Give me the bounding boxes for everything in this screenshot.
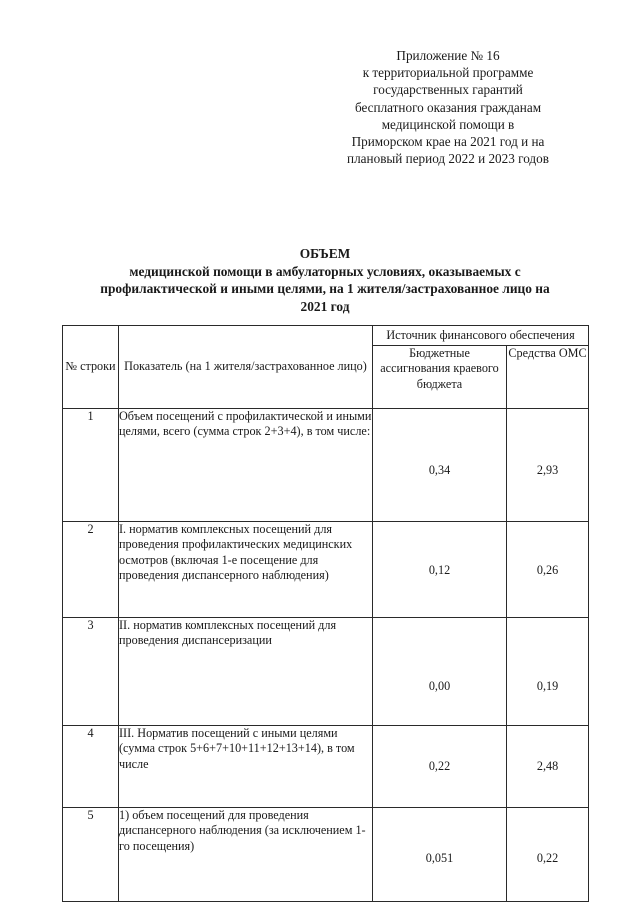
row-indicator: III. Норматив посещений с иными целями (сумма строк 5+6+7+10+11+12+13+14), в том числе [119, 726, 373, 808]
appendix-line: к территориальной программе [362, 65, 534, 81]
row-indicator: Объем посещений с профилактической и иными целями, всего (сумма строк 2+3+4), в том числе: [119, 409, 373, 522]
title-line: медицинской помощи в амбулаторных условиях, оказываемых с [129, 263, 521, 279]
row-number: 3 [63, 618, 119, 726]
row-oms-value: 2,48 [507, 726, 589, 808]
row-oms-value: 0,19 [507, 618, 589, 726]
appendix-block [318, 47, 578, 167]
table-row [63, 726, 589, 808]
row-indicator: 1) объем посещений для проведения диспансерного наблюдения (за исключением 1-го посещения) [119, 808, 373, 902]
appendix-line: Приморском крае на 2021 год и на [351, 134, 545, 150]
row-budget-value: 0,22 [373, 726, 507, 808]
appendix-line: государственных гарантий [373, 82, 523, 98]
appendix-line: плановый период 2022 и 2023 годов [347, 151, 549, 167]
row-number: 2 [63, 522, 119, 618]
row-budget-value: 0,12 [373, 522, 507, 618]
row-number: 1 [63, 409, 119, 522]
title-heading: ОБЪЕМ [299, 246, 351, 261]
row-budget-value: 0,34 [373, 409, 507, 522]
table-row [63, 522, 589, 618]
row-budget-value: 0,00 [373, 618, 507, 726]
header-budget: Бюджетные ассигнования краевого бюджета [373, 346, 507, 409]
title-line: 2021 год [300, 298, 350, 314]
row-budget-value: 0,051 [373, 808, 507, 902]
row-number: 5 [63, 808, 119, 902]
table-row [63, 409, 589, 522]
appendix-line: медицинской помощи в [381, 116, 515, 132]
row-oms-value: 0,26 [507, 522, 589, 618]
row-indicator: I. норматив комплексных посещений для проведения профилактических медицинских осмотров (включая 1-е посещение для проведения диспансерного наблюдения) [119, 522, 373, 618]
row-number: 4 [63, 726, 119, 808]
header-row-number: № строки [63, 326, 119, 409]
appendix-line: бесплатного оказания гражданам [354, 99, 542, 115]
table-row [63, 618, 589, 726]
table-row [63, 808, 589, 902]
header-indicator: Показатель (на 1 жителя/застрахованное лицо) [119, 326, 373, 409]
appendix-line: Приложение № 16 [396, 48, 500, 63]
header-funding-source: Источник финансового обеспечения [373, 326, 589, 346]
row-oms-value: 0,22 [507, 808, 589, 902]
row-indicator: II. норматив комплексных посещений для проведения диспансеризации [119, 618, 373, 726]
header-oms: Средства ОМС [507, 346, 589, 409]
volume-table [62, 325, 589, 902]
title-line: профилактической и иными целями, на 1 жителя/застрахованное лицо на [100, 281, 550, 297]
document-title [60, 245, 590, 315]
row-oms-value: 2,93 [507, 409, 589, 522]
